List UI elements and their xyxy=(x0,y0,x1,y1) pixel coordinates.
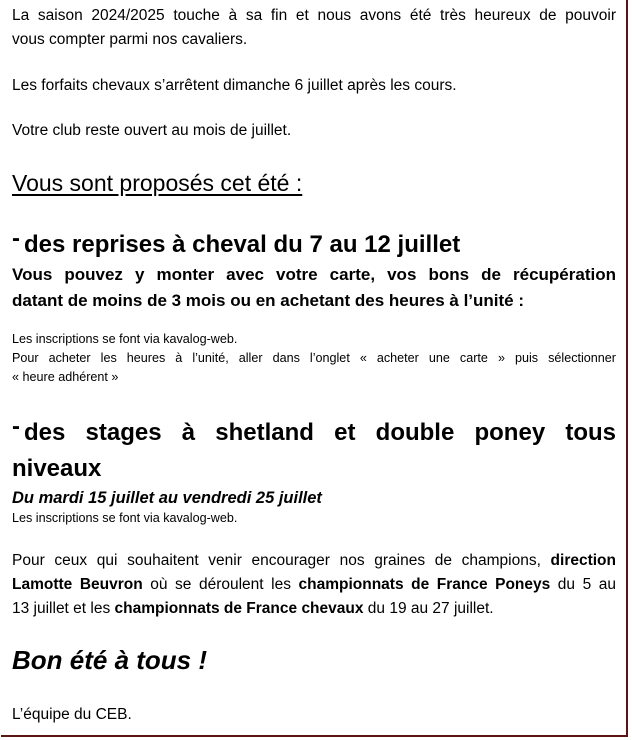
reprises-info-line-1: Les inscriptions se font via kavalog-web. xyxy=(12,332,238,346)
champions-text-4: 13 juillet et les xyxy=(12,600,115,617)
stages-section xyxy=(12,409,616,528)
champions-bold-poneys: championnats de France Poneys xyxy=(298,576,551,593)
stages-title-line-2: niveaux xyxy=(12,455,102,482)
reprises-info-line-3: « heure adhérent » xyxy=(12,370,119,384)
champions-bold-chevaux: championnats de France chevaux xyxy=(114,600,364,617)
champions-line-3 xyxy=(12,597,616,621)
reprises-title: des reprises à cheval du 7 au 12 juillet xyxy=(24,231,461,258)
intro-line-2: vous compter parmi nos cavaliers. xyxy=(12,31,248,48)
reprises-dash: - xyxy=(12,225,20,252)
stages-dates: Du mardi 15 juillet au vendredi 25 juillet xyxy=(12,489,322,507)
signature-text: L’équipe du CEB. xyxy=(12,706,132,723)
closing-text: Bon été à tous ! xyxy=(12,645,208,675)
reprises-section xyxy=(12,222,616,314)
stages-title-line-1: des stages à shetland et double poney tous xyxy=(24,419,616,446)
reprises-desc-line-1: Vous pouvez y monter avec votre carte, vos bons de récupération xyxy=(12,265,616,284)
stages-info: Les inscriptions se font via kavalog-web. xyxy=(12,511,238,525)
reprises-info xyxy=(12,330,616,387)
champions-paragraph xyxy=(12,549,616,621)
champions-text-2: où se déroulent les xyxy=(142,576,299,593)
stages-dash: - xyxy=(12,413,20,440)
champions-bold-location: Lamotte Beuvron xyxy=(12,576,143,593)
champions-text-1: Pour ceux qui souhaitent venir encourager nos graines de champions, xyxy=(12,552,551,569)
champions-bold-direction: direction xyxy=(550,552,616,569)
club-open-text: Votre club reste ouvert au mois de juillet. xyxy=(12,122,292,139)
summer-heading: Vous sont proposés cet été : xyxy=(12,170,303,196)
champions-line-2 xyxy=(12,573,616,597)
intro-line-1: La saison 2024/2025 touche à sa fin et nous avons été très heureux de pouvoir xyxy=(12,7,616,24)
champions-line-1 xyxy=(12,549,616,573)
champions-text-5: du 19 au 27 juillet. xyxy=(363,600,494,617)
reprises-info-line-2: Pour acheter les heures à l’unité, aller dans l’onglet « acheter une carte » puis sélectionner xyxy=(12,351,616,365)
champions-text-3: du 5 au xyxy=(550,576,617,593)
intro-paragraph xyxy=(12,4,616,52)
forfaits-text: Les forfaits chevaux s’arrêtent dimanche 6 juillet après les cours. xyxy=(12,77,457,94)
reprises-desc-line-2: datant de moins de 3 mois ou en achetant des heures à l’unité : xyxy=(12,291,525,310)
